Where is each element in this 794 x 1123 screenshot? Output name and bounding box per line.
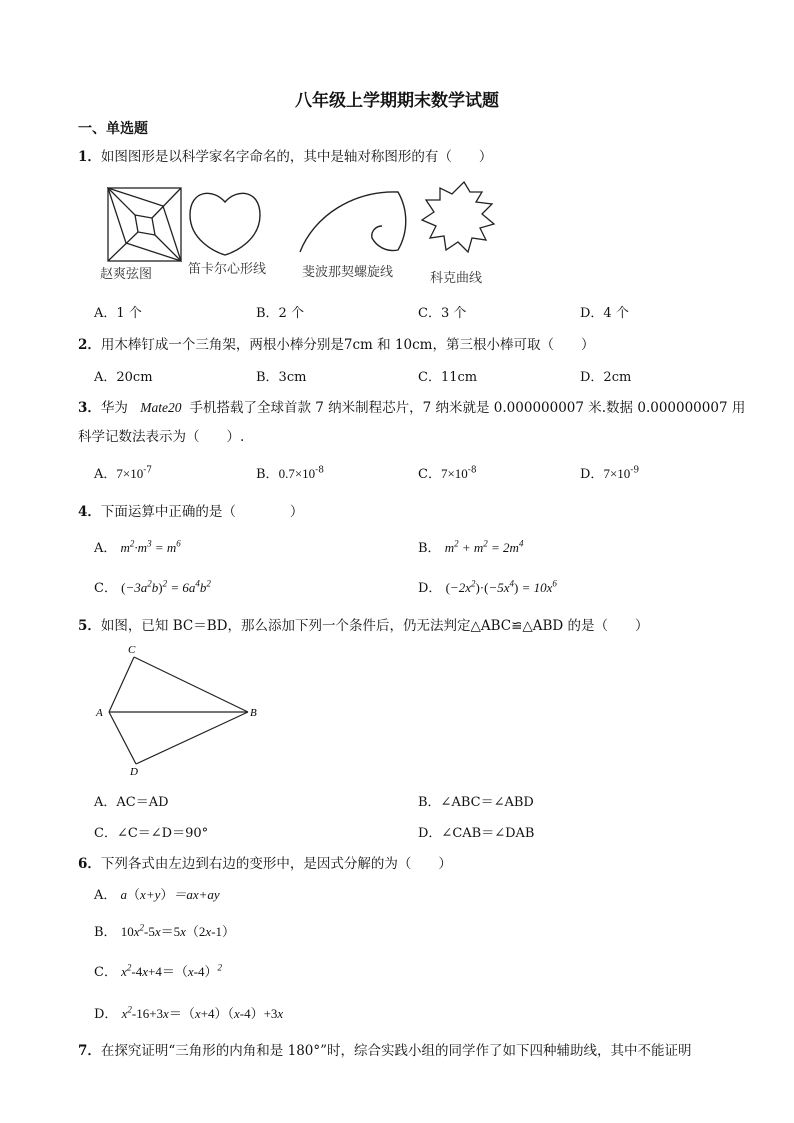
question-3-line2: 科学记数法表示为（ ）. bbox=[78, 429, 245, 445]
option-label: C． bbox=[94, 581, 117, 596]
formula: $m^2 + m^2 = 2m^4$ bbox=[444, 538, 524, 555]
option-label: C． bbox=[418, 467, 441, 482]
q5-option-d[interactable]: D．∠CAB＝∠DAB bbox=[418, 826, 535, 841]
question-4 bbox=[78, 500, 303, 520]
formula: $x^2-4x+4=(x-4)^2$ bbox=[121, 962, 222, 979]
q4-option-b[interactable] bbox=[418, 537, 523, 556]
question-text: 下列各式由左边到右边的变形中，是因式分解的为（ ） bbox=[100, 856, 452, 872]
q2-option-d[interactable]: D．2cm bbox=[580, 370, 632, 385]
q1-option-b[interactable]: B．2 个 bbox=[256, 306, 304, 321]
q6-option-a[interactable] bbox=[94, 884, 220, 903]
option-exponent: -9 bbox=[630, 465, 640, 476]
point-label-a: A bbox=[96, 707, 103, 719]
question-number: 7． bbox=[78, 1043, 101, 1059]
option-base: 7×10 bbox=[116, 466, 144, 481]
q3-option-c[interactable] bbox=[418, 463, 477, 482]
q6-option-c[interactable] bbox=[94, 961, 222, 980]
q4-option-d[interactable] bbox=[418, 577, 557, 596]
page-title: 八年级上学期期末数学试题 bbox=[295, 91, 499, 111]
option-label: A． bbox=[94, 467, 117, 482]
fig-label-koch: 科克曲线 bbox=[430, 271, 483, 286]
q2-option-a[interactable]: A．20cm bbox=[94, 370, 153, 385]
q2-option-b[interactable]: B．3cm bbox=[256, 370, 307, 385]
cardioid-figure bbox=[190, 193, 260, 255]
question-7 bbox=[78, 1039, 692, 1059]
q2-option-c[interactable]: C．11cm bbox=[418, 370, 478, 385]
question-text: 如图，已知 BC＝BD，那么添加下列一个条件后，仍无法判定△ABC≌△ABD 的是（ ） bbox=[100, 618, 649, 634]
option-label: A． bbox=[94, 541, 117, 556]
option-exponent: -8 bbox=[315, 465, 324, 476]
koch-snowflake-figure bbox=[422, 182, 494, 252]
option-label: C． bbox=[94, 965, 117, 980]
q1-option-a[interactable]: A．1 个 bbox=[94, 306, 142, 321]
fig-label-cardioid: 笛卡尔心形线 bbox=[188, 262, 267, 277]
question-2 bbox=[78, 333, 594, 353]
formula: $(-3a^2b)^2 = 6a^4b^2$ bbox=[121, 578, 211, 595]
question-text: 用木棒钉成一个三角架，两根小棒分别是7cm 和 10cm，第三根小棒可取（ ） bbox=[100, 337, 595, 353]
question-number: 6． bbox=[78, 856, 101, 872]
question-text: 在探究证明“三角形的内角和是 180°”时，综合实践小组的同学作了如下四种辅助线，其中不能证明 bbox=[100, 1043, 692, 1059]
section-heading: 一、单选题 bbox=[78, 121, 148, 137]
q5-option-b[interactable]: B．∠ABC＝∠ABD bbox=[418, 795, 534, 810]
q3-option-d[interactable] bbox=[580, 463, 639, 482]
option-label: D． bbox=[94, 1007, 118, 1022]
option-exponent: -7 bbox=[143, 465, 153, 476]
option-base: 7×10 bbox=[440, 466, 468, 481]
option-exponent: -8 bbox=[467, 465, 477, 476]
q4-option-c[interactable] bbox=[94, 577, 211, 596]
option-label: B． bbox=[256, 467, 279, 482]
q6-option-d[interactable] bbox=[94, 1003, 283, 1022]
option-label: D． bbox=[418, 581, 442, 596]
question-text-c: 手机搭载了全球首款 7 纳米制程芯片，7 纳米就是 0.000000007 米.数据 0.000000007 用 bbox=[189, 400, 746, 416]
q4-option-a[interactable] bbox=[94, 537, 181, 556]
q5-option-c[interactable]: C．∠C＝∠D＝90° bbox=[94, 826, 209, 841]
q3-option-a[interactable] bbox=[94, 463, 152, 482]
question-5 bbox=[78, 614, 649, 634]
option-label: A． bbox=[94, 888, 117, 903]
option-label: B． bbox=[418, 541, 441, 556]
q1-option-d[interactable]: D．4 个 bbox=[580, 306, 629, 321]
question-text-b: Mate20 bbox=[140, 400, 182, 415]
q5-triangle-figure bbox=[92, 640, 272, 780]
option-label: B． bbox=[94, 925, 117, 940]
point-label-c: C bbox=[128, 644, 136, 656]
q1-option-c[interactable]: C．3 个 bbox=[418, 306, 467, 321]
question-1 bbox=[78, 145, 492, 165]
question-number: 2． bbox=[78, 337, 101, 353]
question-6 bbox=[78, 852, 452, 872]
zhao-shuang-figure bbox=[108, 188, 181, 261]
question-text: 下面运算中正确的是（ ） bbox=[100, 504, 304, 520]
question-number: 3． bbox=[78, 400, 101, 416]
question-3 bbox=[78, 396, 745, 416]
formula: $(-2x^2)\cdot(-5x^4) = 10x^6$ bbox=[445, 578, 557, 595]
question-number: 4． bbox=[78, 504, 101, 520]
formula: $10x^2-5x=5x(2x-1)$ bbox=[120, 922, 236, 939]
option-label: D． bbox=[580, 467, 604, 482]
fig-label-fibonacci: 斐波那契螺旋线 bbox=[302, 265, 394, 280]
q3-option-b[interactable] bbox=[256, 463, 324, 482]
formula: $m^2\cdot m^3 = m^6$ bbox=[120, 538, 181, 555]
q6-option-b[interactable] bbox=[94, 921, 235, 940]
question-text: 如图图形是以科学家名字命名的，其中是轴对称图形的有（ ） bbox=[100, 149, 493, 165]
formula: a（x+y）＝ax+ay bbox=[120, 887, 220, 902]
q5-option-a[interactable]: A．AC＝AD bbox=[94, 795, 169, 810]
formula: $x^2-16+3x=(x+4)(x-4)+3x$ bbox=[121, 1004, 284, 1021]
option-base: 7×10 bbox=[603, 466, 631, 481]
option-base: 0.7×10 bbox=[278, 466, 316, 481]
question-number: 5． bbox=[78, 618, 101, 634]
question-text-a: 华为 bbox=[100, 400, 128, 416]
fig-label-zhao-shuang: 赵爽弦图 bbox=[100, 267, 153, 282]
fibonacci-spiral-figure bbox=[300, 192, 406, 252]
point-label-b: B bbox=[250, 707, 257, 719]
question-number: 1． bbox=[78, 149, 101, 165]
point-label-d: D bbox=[130, 766, 138, 778]
